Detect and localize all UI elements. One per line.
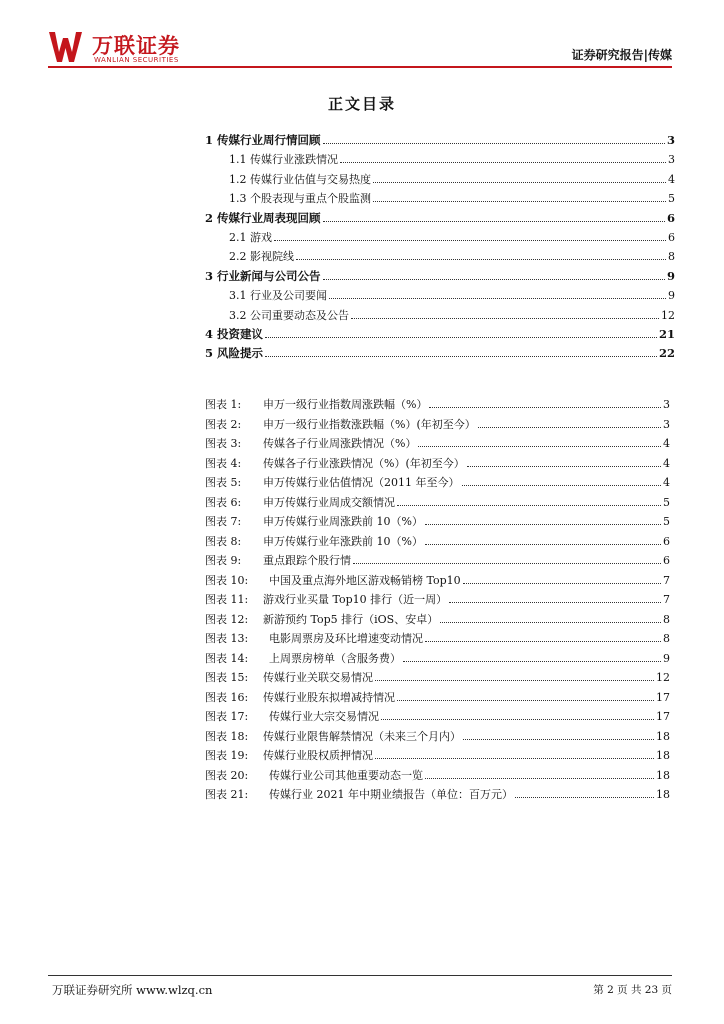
toc-entry-page: 3 bbox=[668, 153, 675, 167]
toc-entry-page: 22 bbox=[658, 346, 675, 361]
header-divider bbox=[48, 66, 672, 68]
footer-divider bbox=[48, 975, 672, 976]
figure-entry-label: 传媒行业大宗交易情况 bbox=[269, 710, 379, 723]
dot-leader bbox=[296, 250, 666, 260]
toc-entry-page: 8 bbox=[668, 250, 675, 264]
toc-entry[interactable] bbox=[205, 248, 675, 267]
figure-entry-page: 18 bbox=[656, 729, 670, 743]
dot-leader bbox=[329, 289, 666, 299]
toc-entry-label: 1.3 个股表现与重点个股监测 bbox=[229, 192, 371, 206]
figure-entry-label: 申万一级行业指数周涨跌幅（%） bbox=[263, 398, 428, 411]
toc-entry[interactable] bbox=[205, 151, 675, 170]
dot-leader bbox=[425, 515, 661, 525]
toc-entry-page: 4 bbox=[668, 172, 675, 186]
toc-entry[interactable] bbox=[205, 210, 675, 229]
figure-entry-number: 图表 6: bbox=[205, 495, 242, 509]
figure-entry-number: 图表 15: bbox=[205, 671, 249, 684]
figure-entry-number: 图表 17: bbox=[205, 710, 249, 723]
figure-entry-page: 4 bbox=[663, 456, 670, 470]
figure-entry[interactable] bbox=[205, 455, 670, 475]
dot-leader bbox=[425, 632, 661, 642]
toc-entry[interactable] bbox=[205, 287, 675, 306]
wanlian-logo-icon bbox=[48, 30, 84, 64]
dot-leader bbox=[418, 437, 661, 447]
figure-entry[interactable] bbox=[205, 533, 670, 553]
toc-entry-label: 3 行业新闻与公司公告 bbox=[205, 268, 321, 283]
figure-entry[interactable] bbox=[205, 747, 670, 767]
figure-entry-page: 7 bbox=[663, 573, 670, 587]
figure-entry[interactable] bbox=[205, 708, 670, 728]
toc-entry[interactable] bbox=[205, 326, 675, 345]
figure-entry-number: 图表 12: bbox=[205, 612, 249, 626]
figure-entry[interactable] bbox=[205, 572, 670, 592]
figure-entry-label: 申万传媒行业估值情况（2011 年至今） bbox=[263, 476, 460, 489]
figure-entry-label: 申万传媒行业周涨跌前 10（%） bbox=[263, 515, 423, 528]
figure-entry-label: 传媒行业 2021 年中期业绩报告（单位：百万元） bbox=[269, 788, 513, 801]
page-title: 正文目录 bbox=[327, 95, 396, 113]
figure-entry-label: 申万一级行业指数涨跌幅（%）(年初至今） bbox=[263, 417, 476, 431]
figure-entry-number: 图表 11: bbox=[205, 593, 249, 606]
figure-entry[interactable] bbox=[205, 552, 670, 572]
figure-entry[interactable] bbox=[205, 494, 670, 514]
figure-entry-number: 图表 9: bbox=[205, 554, 242, 567]
toc-entry-label: 3.1 行业及公司要闻 bbox=[229, 289, 327, 303]
toc-entry-page: 5 bbox=[668, 192, 675, 206]
dot-leader bbox=[397, 495, 661, 505]
figure-entry-number: 图表 14: bbox=[205, 651, 249, 665]
figure-entry-label: 新游预约 Top5 排行（iOS、安卓） bbox=[263, 612, 439, 626]
figure-entry-number: 图表 13: bbox=[205, 632, 249, 645]
figure-entry[interactable] bbox=[205, 416, 670, 436]
figure-entry-page: 12 bbox=[656, 671, 670, 684]
figure-entry-number: 图表 19: bbox=[205, 749, 249, 762]
toc-entry[interactable] bbox=[205, 268, 675, 287]
figure-entry-page: 6 bbox=[663, 534, 670, 548]
dot-leader bbox=[449, 593, 661, 603]
figure-entry-page: 9 bbox=[663, 651, 670, 665]
dot-leader bbox=[463, 573, 661, 583]
figure-entry-number: 图表 18: bbox=[205, 729, 249, 743]
page-header bbox=[40, 24, 672, 68]
figure-entry[interactable] bbox=[205, 513, 670, 533]
figure-entry-page: 18 bbox=[656, 749, 670, 762]
toc-entry-label: 1 传媒行业周行情回顾 bbox=[205, 133, 321, 147]
figure-entry-number: 图表 16: bbox=[205, 690, 249, 704]
figure-entry[interactable] bbox=[205, 611, 670, 631]
report-type-label: 证券研究报告|传媒 bbox=[571, 48, 672, 62]
dot-leader bbox=[323, 211, 665, 222]
figure-entry-label: 申万传媒行业周成交额情况 bbox=[263, 495, 395, 509]
toc-entry[interactable] bbox=[205, 171, 675, 190]
dot-leader bbox=[381, 710, 654, 720]
figure-entry-label: 传媒各子行业周涨跌情况（%） bbox=[263, 437, 417, 450]
brand-name-cn: 万联证券 bbox=[92, 34, 180, 58]
figure-entry-number: 图表 1: bbox=[205, 398, 242, 411]
figure-entry-label: 重点跟踪个股行情 bbox=[263, 554, 351, 567]
toc-entry-label: 3.2 公司重要动态及公告 bbox=[229, 308, 349, 322]
figure-entry[interactable] bbox=[205, 650, 670, 670]
figure-entry-label: 电影周票房及环比增速变动情况 bbox=[269, 632, 423, 645]
dot-leader bbox=[340, 153, 666, 163]
toc-entry[interactable] bbox=[205, 345, 675, 364]
figure-entry-label: 传媒行业限售解禁情况（未来三个月内） bbox=[263, 729, 461, 743]
figure-entry[interactable] bbox=[205, 591, 670, 611]
toc-entry-label: 1.1 传媒行业涨跌情况 bbox=[229, 153, 338, 167]
dot-leader bbox=[373, 172, 666, 182]
dot-leader bbox=[351, 308, 659, 318]
table-of-contents bbox=[205, 132, 675, 365]
footer-source: 万联证券研究所 www.wlzq.cn bbox=[52, 983, 213, 997]
toc-entry[interactable] bbox=[205, 132, 675, 151]
dot-leader bbox=[467, 456, 661, 466]
figure-entry-number: 图表 20: bbox=[205, 768, 249, 782]
figure-entry-page: 4 bbox=[663, 437, 670, 450]
toc-entry-page: 6 bbox=[666, 210, 675, 225]
dot-leader bbox=[274, 231, 666, 241]
dot-leader bbox=[478, 417, 661, 427]
dot-leader bbox=[323, 133, 665, 144]
figure-entry-page: 5 bbox=[663, 515, 670, 528]
figure-entry-number: 图表 10: bbox=[205, 573, 249, 587]
figure-entry-number: 图表 5: bbox=[205, 476, 242, 489]
figure-entry-number: 图表 8: bbox=[205, 534, 242, 548]
figure-entry-page: 18 bbox=[656, 788, 670, 801]
toc-entry-page: 9 bbox=[668, 289, 675, 303]
dot-leader bbox=[462, 476, 662, 486]
toc-entry-page: 9 bbox=[666, 268, 675, 283]
page-number: 第 2 页 共 23 页 bbox=[593, 984, 672, 996]
dot-leader bbox=[463, 729, 654, 739]
toc-entry-label: 1.2 传媒行业估值与交易热度 bbox=[229, 172, 371, 186]
dot-leader bbox=[375, 749, 654, 759]
figure-entry[interactable] bbox=[205, 474, 670, 494]
dot-leader bbox=[429, 398, 661, 408]
toc-entry-label: 2.2 影视院线 bbox=[229, 250, 294, 264]
dot-leader bbox=[373, 192, 666, 202]
figure-entry-number: 图表 21: bbox=[205, 788, 249, 801]
figure-entry-label: 上周票房榜单（含服务费） bbox=[269, 651, 401, 665]
figure-entry-page: 3 bbox=[663, 417, 670, 431]
dot-leader bbox=[323, 269, 665, 280]
figure-entry[interactable] bbox=[205, 669, 670, 689]
figure-entry[interactable] bbox=[205, 728, 670, 748]
figure-entry[interactable] bbox=[205, 689, 670, 709]
figure-entry[interactable] bbox=[205, 786, 670, 806]
figure-entry-number: 图表 4: bbox=[205, 456, 242, 470]
toc-entry[interactable] bbox=[205, 307, 675, 326]
figure-entry-label: 传媒行业公司其他重要动态一览 bbox=[269, 768, 423, 782]
dot-leader bbox=[425, 768, 654, 778]
figure-entry-label: 游戏行业买量 Top10 排行（近一周） bbox=[263, 593, 448, 606]
figure-entry-number: 图表 2: bbox=[205, 417, 242, 431]
toc-entry-label: 2 传媒行业周表现回顾 bbox=[205, 210, 321, 225]
figure-entry[interactable] bbox=[205, 435, 670, 455]
dot-leader bbox=[353, 554, 661, 564]
figure-entry-label: 传媒行业关联交易情况 bbox=[263, 671, 373, 684]
figure-entry-page: 17 bbox=[656, 690, 670, 704]
list-of-figures bbox=[205, 396, 670, 806]
dot-leader bbox=[265, 327, 657, 338]
figure-entry-number: 图表 7: bbox=[205, 515, 242, 528]
dot-leader bbox=[515, 788, 654, 798]
figure-entry-page: 8 bbox=[663, 612, 670, 626]
figure-entry-page: 3 bbox=[663, 398, 670, 411]
toc-entry-page: 6 bbox=[668, 230, 675, 244]
figure-entry[interactable] bbox=[205, 396, 670, 416]
dot-leader bbox=[375, 671, 654, 681]
toc-entry-page: 21 bbox=[658, 326, 675, 341]
figure-entry-page: 17 bbox=[656, 710, 670, 723]
figure-entry-label: 传媒各子行业涨跌情况（%）(年初至今） bbox=[263, 456, 465, 470]
figure-entry-label: 申万传媒行业年涨跌前 10（%） bbox=[263, 534, 423, 548]
toc-entry-label: 2.1 游戏 bbox=[229, 230, 272, 244]
figure-entry-number: 图表 3: bbox=[205, 437, 242, 450]
brand-name-en: WANLIAN SECURITIES bbox=[94, 56, 179, 64]
toc-entry[interactable] bbox=[205, 229, 675, 248]
dot-leader bbox=[397, 690, 654, 700]
toc-entry-label: 4 投资建议 bbox=[205, 326, 264, 341]
dot-leader bbox=[440, 612, 661, 622]
figure-entry-page: 7 bbox=[663, 593, 670, 606]
figure-entry-page: 18 bbox=[656, 768, 670, 782]
figure-entry-label: 传媒行业股权质押情况 bbox=[263, 749, 373, 762]
toc-entry-page: 12 bbox=[661, 308, 675, 322]
figure-entry[interactable] bbox=[205, 630, 670, 650]
dot-leader bbox=[425, 534, 661, 544]
toc-entry[interactable] bbox=[205, 190, 675, 209]
figure-entry-page: 6 bbox=[663, 554, 670, 567]
toc-entry-page: 3 bbox=[666, 133, 675, 147]
figure-entry-label: 中国及重点海外地区游戏畅销榜 Top10 bbox=[269, 573, 461, 587]
figure-entry-label: 传媒行业股东拟增减持情况 bbox=[263, 690, 395, 704]
dot-leader bbox=[265, 347, 657, 358]
toc-entry-label: 5 风险提示 bbox=[205, 346, 264, 361]
figure-entry[interactable] bbox=[205, 767, 670, 787]
figure-entry-page: 4 bbox=[663, 476, 670, 489]
figure-entry-page: 8 bbox=[663, 632, 670, 645]
dot-leader bbox=[403, 651, 661, 661]
figure-entry-page: 5 bbox=[663, 495, 670, 509]
